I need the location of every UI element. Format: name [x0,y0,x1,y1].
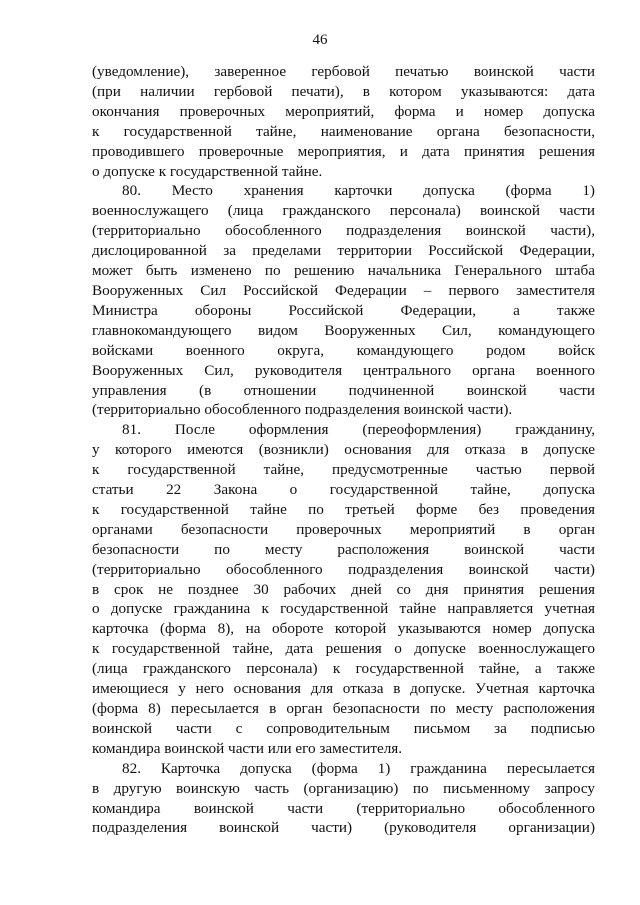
text-line: (форма 8) пересылается в орган безопасности по месту расположения [92,700,595,717]
text-line: (уведомление), заверенное гербовой печатью воинской части [92,63,595,80]
text-line: окончания проверочных мероприятий, форма и номер допуска [92,102,595,120]
text-line: о допуске к государственной тайне. [92,162,323,180]
text-line: к государственной тайне, предусмотренные частью первой [92,461,595,479]
text-line: (территориально обособленного подразделения воинской части). [92,401,513,419]
text-line: статьи 22 Закона о государственной тайне, допуска [92,481,595,499]
text-line: Министра обороны Российской Федерации, а также [92,301,595,319]
text-line: в другую воинскую часть (организацию) по письменному запросу [92,779,595,797]
text-line: (территориально обособленного подразделения воинской части) [92,560,595,578]
text-line: подразделения воинской части) (руководителя организации) [92,819,595,837]
text-line: карточка (форма 8), на обороте которой указываются номер допуска [92,620,595,638]
text-line: командира воинской части (территориально обособленного [92,799,595,817]
text-line: имеющиеся у него основания для отказа в допуске. Учетная карточка [92,680,595,698]
text-line: органами безопасности проверочных мероприятий в орган [92,520,595,538]
text-line: войсками военного округа, командующего родом войск [92,341,595,359]
text-line: командира воинской части или его заместителя. [92,739,403,757]
text-line: управления (в отношении подчиненной воинской части [92,381,595,399]
text-line: военнослужащего (лица гражданского персонала) воинской части [92,202,595,220]
text-line: главнокомандующего видом Вооруженных Сил, командующего [92,321,595,339]
text-line: Вооруженных Сил Российской Федерации – первого заместителя [92,281,595,299]
text-line: у которого имеются (возникли) основания для отказа в допуске [92,441,595,459]
text-line: (при наличии гербовой печати), в котором указываются: дата [92,82,595,100]
text-line: 82. Карточка допуска (форма 1) гражданина пересылается [122,759,595,777]
text-line: к государственной тайне по третьей форме без проведения [92,500,595,518]
text-line: (территориально обособленного подразделения воинской части), [92,222,595,240]
text-line: (лица гражданского персонала) к государственной тайне, а также [92,660,595,678]
text-line: проводившего проверочные мероприятия, и дата принятия решения [92,142,595,160]
text-line: 80. Место хранения карточки допуска (форма 1) [122,182,595,200]
document-body [92,62,595,838]
text-line: к государственной тайне, дата решения о допуске военнослужащего [92,640,595,658]
text-line: может быть изменено по решению начальника Генерального штаба [92,262,595,280]
text-line: дислоцированной за пределами территории Российской Федерации, [92,242,595,260]
text-line: в срок не позднее 30 рабочих дней со дня принятия решения [92,580,595,598]
text-line: 81. После оформления (переоформления) гражданину, [122,421,595,439]
page-number: 46 [312,32,328,48]
text-line: безопасности по месту расположения воинской части [92,540,595,558]
text-line: о допуске гражданина к государственной тайне направляется учетная [92,600,595,618]
text-line: воинской части с сопроводительным письмом за подписью [92,719,595,737]
text-line: к государственной тайне, наименование органа безопасности, [92,122,595,140]
text-line: Вооруженных Сил, руководителя центрального органа военного [92,361,595,379]
